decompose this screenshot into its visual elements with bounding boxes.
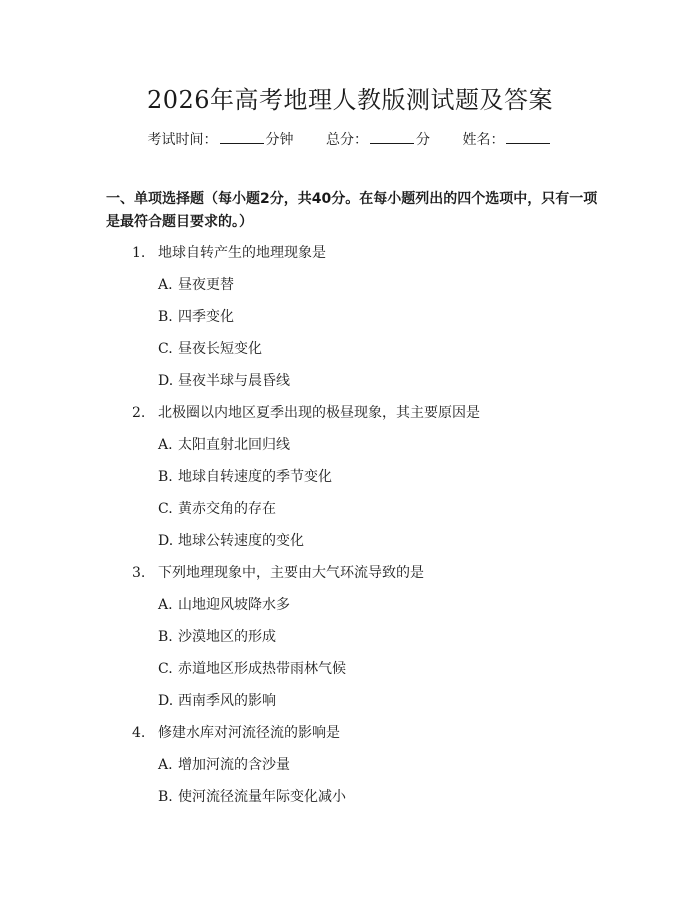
option-letter: C.: [158, 661, 173, 677]
option-letter: B.: [158, 469, 173, 485]
student-name-field: [462, 128, 552, 152]
question-text: 修建水库对河流径流的影响是: [158, 725, 340, 741]
total-score-label: 总分：: [326, 132, 368, 148]
option-letter: C.: [158, 341, 173, 357]
exam-time-field: [148, 128, 294, 152]
option-text: 沙漠地区的形成: [178, 629, 276, 645]
option-3d[interactable]: [158, 690, 276, 712]
total-score-field: [326, 128, 430, 152]
exam-time-blank[interactable]: [220, 129, 264, 144]
option-letter: B.: [158, 789, 173, 805]
question-text: 下列地理现象中，主要由大气环流导致的是: [158, 565, 424, 581]
question-3: [132, 562, 424, 584]
option-text: 太阳直射北回归线: [178, 437, 290, 453]
option-letter: B.: [158, 309, 173, 325]
option-1c[interactable]: [158, 338, 262, 360]
option-text: 地球自转速度的季节变化: [178, 469, 332, 485]
question-1: [132, 242, 326, 264]
option-2d[interactable]: [158, 530, 304, 552]
exam-time-label: 考试时间：: [147, 132, 218, 148]
question-4: [132, 722, 340, 744]
option-text: 使河流径流量年际变化减小: [178, 789, 346, 805]
question-2: [132, 402, 480, 424]
page-title: 2026年高考地理人教版测试题及答案: [146, 86, 554, 114]
exam-time-unit: 分钟: [265, 132, 294, 148]
total-score-unit: 分: [416, 132, 430, 148]
option-letter: B.: [158, 629, 173, 645]
option-letter: D.: [158, 373, 174, 389]
option-3b[interactable]: [158, 626, 276, 648]
option-letter: A.: [158, 757, 173, 773]
option-letter: D.: [158, 533, 174, 549]
option-letter: C.: [158, 501, 173, 517]
option-2a[interactable]: [158, 434, 290, 456]
option-text: 昼夜更替: [178, 277, 234, 293]
question-number: 4.: [132, 725, 146, 741]
option-text: 赤道地区形成热带雨林气候: [178, 661, 346, 677]
option-letter: A.: [158, 277, 173, 293]
option-2c[interactable]: [158, 498, 276, 520]
total-score-blank[interactable]: [370, 129, 414, 144]
option-text: 地球公转速度的变化: [178, 533, 304, 549]
option-2b[interactable]: [158, 466, 332, 488]
option-text: 山地迎风坡降水多: [178, 597, 290, 613]
question-number: 2.: [132, 405, 146, 421]
option-letter: A.: [158, 437, 173, 453]
option-text: 四季变化: [178, 309, 234, 325]
option-4a[interactable]: [158, 754, 290, 776]
option-letter: A.: [158, 597, 173, 613]
option-4b[interactable]: [158, 786, 346, 808]
question-text: 地球自转产生的地理现象是: [158, 245, 326, 261]
student-name-label: 姓名：: [462, 132, 505, 148]
exam-info-line: [0, 128, 700, 152]
question-text: 北极圈以内地区夏季出现的极昼现象，其主要原因是: [158, 405, 480, 421]
option-3a[interactable]: [158, 594, 290, 616]
option-3c[interactable]: [158, 658, 346, 680]
option-1b[interactable]: [158, 306, 234, 328]
option-text: 昼夜长短变化: [178, 341, 262, 357]
option-1a[interactable]: [158, 274, 234, 296]
question-number: 1.: [132, 245, 146, 261]
option-text: 西南季风的影响: [178, 693, 276, 709]
section-heading: 一、单项选择题（每小题2分，共40分。在每小题列出的四个选项中，只有一项是最符合题目要求的。）: [106, 191, 598, 230]
student-name-blank[interactable]: [506, 129, 550, 144]
question-number: 3.: [132, 565, 146, 581]
option-text: 黄赤交角的存在: [178, 501, 276, 517]
option-letter: D.: [158, 693, 174, 709]
option-text: 增加河流的含沙量: [178, 757, 290, 773]
option-1d[interactable]: [158, 370, 290, 392]
option-text: 昼夜半球与晨昏线: [178, 373, 290, 389]
